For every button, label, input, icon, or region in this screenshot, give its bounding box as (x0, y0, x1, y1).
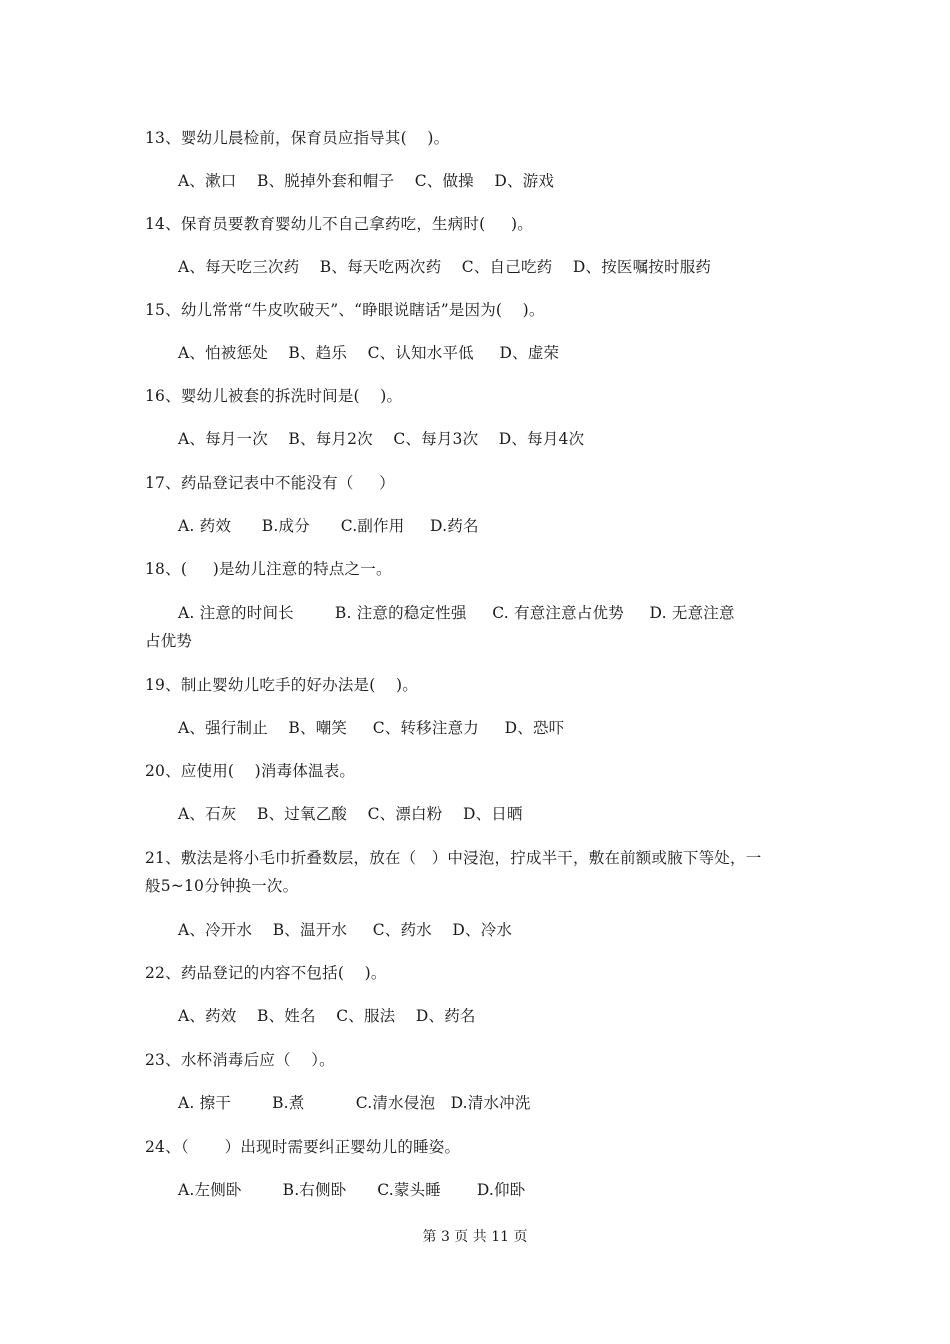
question-18: 18、( )是幼儿注意的特点之一。 (145, 560, 392, 578)
question-14: 14、保育员要教育婴幼儿不自己拿药吃，生病时( )。 (145, 215, 533, 233)
options-16: A、每月一次 B、每月2次 C、每月3次 D、每月4次 (178, 430, 585, 448)
options-21: A、冷开水 B、温开水 C、药水 D、冷水 (178, 921, 513, 939)
options-18: A. 注意的时间长 B. 注意的稳定性强 C. 有意注意占优势 D. 无意注意 (178, 604, 735, 622)
question-17: 17、药品登记表中不能没有（ ） (145, 474, 395, 492)
question-13: 13、婴幼儿晨检前，保育员应指导其( )。 (145, 129, 450, 147)
options-24: A.左侧卧 B.右侧卧 C.蒙头睡 D.仰卧 (178, 1181, 526, 1199)
question-23: 23、水杯消毒后应（ ）。 (145, 1051, 335, 1069)
options-13: A、漱口 B、脱掉外套和帽子 C、做操 D、游戏 (178, 172, 555, 190)
question-21: 21、敷法是将小毛巾折叠数层，放在（ ）中浸泡，拧成半干，敷在前额或腋下等处，一 (145, 849, 762, 867)
options-20: A、石灰 B、过氧乙酸 C、漂白粉 D、日晒 (178, 805, 523, 823)
question-15: 15、幼儿常常“牛皮吹破天”、“睁眼说瞎话”是因为( )。 (145, 301, 545, 319)
question-21-continued: 般5~10分钟换一次。 (145, 877, 299, 895)
options-19: A、强行制止 B、嘲笑 C、转移注意力 D、恐吓 (178, 719, 565, 737)
options-14: A、每天吃三次药 B、每天吃两次药 C、自己吃药 D、按医嘱按时服药 (178, 258, 712, 276)
question-16: 16、婴幼儿被套的拆洗时间是( )。 (145, 387, 403, 405)
options-22: A、药效 B、姓名 C、服法 D、药名 (178, 1007, 476, 1025)
options-15: A、怕被惩处 B、趋乐 C、认知水平低 D、虚荣 (178, 344, 560, 362)
question-20: 20、应使用( )消毒体温表。 (145, 762, 356, 780)
options-18-continued: 占优势 (145, 632, 193, 650)
options-17: A. 药效 B.成分 C.副作用 D.药名 (178, 517, 479, 535)
options-23: A. 擦干 B.煮 C.清水侵泡 D.清水冲洗 (178, 1094, 531, 1112)
question-24: 24、（ ）出现时需要纠正婴幼儿的睡姿。 (145, 1138, 461, 1156)
question-19: 19、制止婴幼儿吃手的好办法是( )。 (145, 676, 418, 694)
page-number-footer: 第 3 页 共 11 页 (422, 1229, 528, 1245)
question-22: 22、药品登记的内容不包括( )。 (145, 964, 387, 982)
